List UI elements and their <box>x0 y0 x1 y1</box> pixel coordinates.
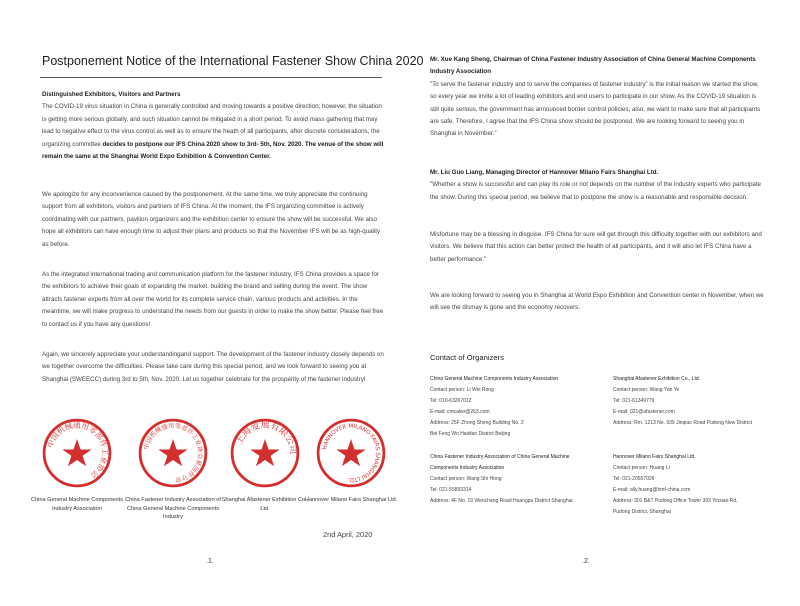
contact-org-name: Hannover Milano Fairs Shanghai Ltd. <box>613 454 696 460</box>
contact-line: E-mail: ally.huang@hmf-china.com <box>613 487 691 493</box>
paragraph-4: Again, we sincerely appreciate your understandingand support. The development of the fastener industry closely depends on we together overcome the difficulties. Please take care during this special period, and we look forward to seeing you at Shanghai (SWEECC) during 3rd to 5th, Nov. 2020. Let us together celebrate for the prosperity of the fastener industry! <box>42 351 384 383</box>
paragraph-1-bold-text: decides to postpone our IFS China 2020 show to 3rd- 5th, Nov. 2020. The venue of the show will remain the same at the Shanghai World Expo Exhibition & Convention Center. <box>42 140 384 161</box>
paragraph-1-text: The COVID-19 virus situation in China is generally controlled and moving towards a positive direction; however, the situation is getting more serious globally, and such situation cannot be mitigated in a short period. To avoid mass gathering that may lead to negative effect to the virus control as well as to ensure the heath of all participants, after discrete considerations, the organizing committee <box>42 103 382 148</box>
contact-org-name: China General Machine Components Industry Association <box>430 376 559 382</box>
quote-2-heading: Mr. Liu Guo Liang, Managing Director of Hannover Milano Fairs Shanghai Ltd. <box>430 169 659 176</box>
contact-line: Contact person: Wang Shi Hong <box>430 476 502 482</box>
paragraph-2: We apologize for any inconvenience caused by the postponement. At the same time, we truly appreciate the continuing support from all exhibitors, visitors and partners of IFS China. At the moment, the IFS organizing committee is actively coordinating with our partners, pavilion organizers and the exhibition center to ensure the show will be successful. We also hope all exhibitors can have enough time to adjust their plans and products so that the November IFS will be as high-quality as before. <box>42 191 381 248</box>
title-divider <box>40 77 382 78</box>
contact-line: Contact person: Li Wei Rong <box>430 387 494 393</box>
seal-label-cfia: China Fastener Industry Association of China General Machine Components Industry <box>125 497 221 520</box>
quote-1-heading: Mr. Xue Kang Sheng, Chairman of China Fastener Industry Association of China General Machine Components Industry Association <box>430 56 756 76</box>
page-number: .1. <box>206 558 214 565</box>
seal-cfia <box>138 418 208 488</box>
page-title: Postponement Notice of the International Fastener Show China 2020 <box>42 54 424 68</box>
seal-label-hmf: Hannover Milano Fairs Shanghai Ltd. <box>304 497 398 503</box>
contact-line: Bei Feng Wo Haidian District Beijing <box>430 431 511 437</box>
contact-line: Tel: 021-55893314 <box>430 487 472 493</box>
seal-hmf <box>316 418 386 488</box>
contact-line: Address: Rm. 1213 No. 939 Jinqiao Road Pudong New District <box>613 420 752 426</box>
contact-line: E-mail: cmcalwr@263.com <box>430 409 490 415</box>
quote-1-text: "To serve the fastener industry and to serve the companies of fastener industry" is the initial reason we started the show, so every year we invite a lot of leading exhibitors and end users to participate in our show. As the COVID-19 situation is still quite serious, the government has announced border control policies; also, we want to make sure that all participants are safe. Therefore, I agree that the IFS China show should be postponed. We are looking forward to seeing you in Shanghai in November." <box>430 80 761 138</box>
contact-org-name: China Fastener Industry Association of China General Machine Components Industry Association <box>430 454 570 471</box>
contact-card <box>430 452 590 507</box>
contact-card <box>430 374 606 440</box>
closing-paragraph: We are looking forward to seeing you in Shanghai at World Expo Exhibition and Convention center in November, when we will see the dismay is gone and the economy recovers. <box>430 292 764 312</box>
contact-line: Contact person: Wang Yan Ye <box>613 387 680 393</box>
contact-card <box>613 452 773 518</box>
contact-line: Address: 4F No. 19 Wenchang Road Huangpu District Shanghai <box>430 498 573 504</box>
quote-2 <box>430 167 766 204</box>
svg-text:中国机械通用零部件工业协会: 中国机械通用零部件工业协会 <box>45 420 110 481</box>
contact-card <box>613 374 773 429</box>
contact-section-title: Contact of Organizers <box>430 353 504 362</box>
organizer-seals <box>30 418 398 538</box>
quote-1 <box>430 54 766 141</box>
seal-label-cgmcia: China General Machine Components Industry Association <box>30 497 124 512</box>
notice-date: 2nd April, 2020 <box>323 530 373 539</box>
page-number: .2. <box>582 558 590 565</box>
paragraph-3: As the integrated international trading and communication platform for the fastener industry, IFS China provides a space for the exhibitors to achieve their goals of expanding the market, building the brand and selling during the event. The show attracts fastener experts from all over the world for its complete service chain, various products and activities. In the meantime, we will make progress to understand the needs from our guests in order to make the show better. Please feel free to contact us if you have any questions! <box>42 271 384 328</box>
contact-line: Contact person: Huang Li <box>613 465 670 471</box>
seal-cgmcia <box>42 418 112 488</box>
contact-org-name: Shanghai Afastener Exhibition Co., Ltd. <box>613 376 701 382</box>
svg-text:中国机械通用零部件工业协会紧固件分会: 中国机械通用零部件工业协会紧固件分会 <box>142 422 204 484</box>
contact-line: E-mail: 021@afastener.com <box>613 409 675 415</box>
contact-line: Tel: 010-63267012 <box>430 398 472 404</box>
contact-line: Pudong District, Shanghai <box>613 509 671 515</box>
quote-2-continued: Misfortune may be a blessing in disguise. IFS China for sure will get through this difficulty together with our exhibitors and visitors. We believe that this action can better protect the health of all participants, and it will also let IFS China have a better performance." <box>430 231 762 263</box>
svg-text:HANNOVER MILANO FAIRS SHANGHAI: HANNOVER MILANO FAIRS SHANGHAI LTD. <box>321 423 381 483</box>
quote-2-text: "Whether a show is successful and can play its role or not depends on the number of the industry experts who participate the show. During this special period, we believe that to postpone the show is a reasonable and responsible decision. <box>430 181 762 201</box>
contact-line: Tel: 021-61349779 <box>613 398 655 404</box>
salutation-heading: Distinguished Exhibitors, Visitors and Partners <box>42 91 181 98</box>
paragraph-1 <box>42 89 384 163</box>
seal-label-afastener: Shanghai Afastener Exhibition Co., Ltd. <box>221 497 309 512</box>
seal-afastener <box>230 418 300 488</box>
svg-text:上海爱展有限公司: 上海爱展有限公司 <box>234 420 298 455</box>
contact-line: Address: 301 B&T Pudong Office Tower 393 Yinxiao Rd, <box>613 498 738 504</box>
contact-line: Tel: 021-20557026 <box>613 476 655 482</box>
contact-line: Address: 25F Zhong Sheng Building No. 2 <box>430 420 524 426</box>
